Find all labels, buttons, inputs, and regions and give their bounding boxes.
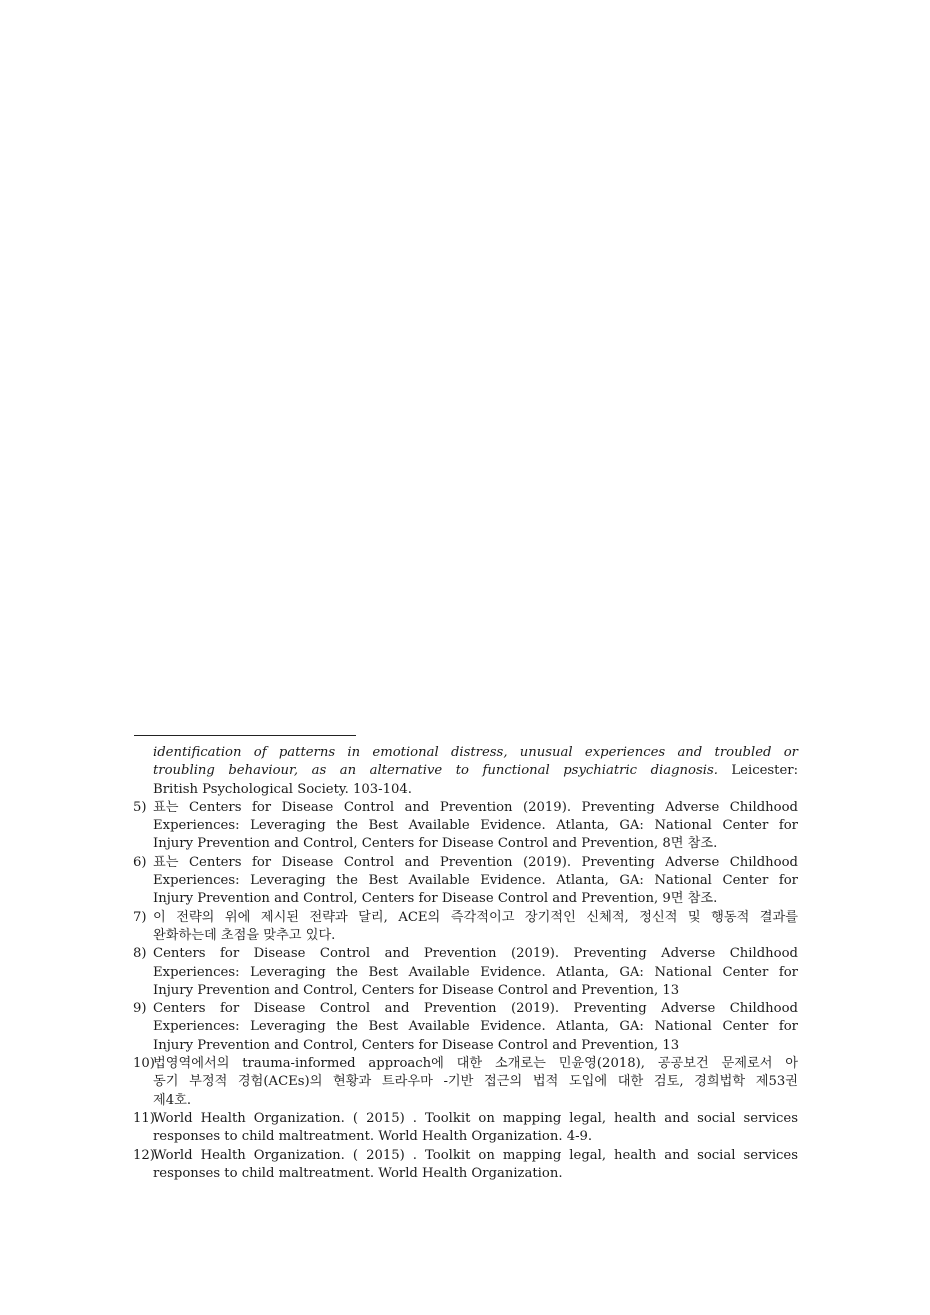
footnote-text: Experiences: Leveraging the Best Available Evidence. Atlanta, GA: National Center for bbox=[153, 1019, 798, 1035]
footnote-line bbox=[153, 781, 798, 799]
footnote-text: 동기 부정적 경험(ACEs)의 현황과 트라우마 -기반 접근의 법적 도입에 대한 검토, 경희법학 제53권 bbox=[153, 1074, 798, 1090]
footnote-item bbox=[133, 1055, 798, 1110]
footnote-text: Injury Prevention and Control, Centers for Disease Control and Prevention, 13 bbox=[153, 982, 680, 998]
footnote-text: 완화하는데 초점을 맞추고 있다. bbox=[153, 927, 336, 943]
footnote-line bbox=[153, 835, 798, 853]
footnote-italic-text: troubling behaviour, as an alternative to functional psychiatric diagnosis. bbox=[153, 763, 718, 779]
footnote-text: Centers for Disease Control and Prevention (2019). Preventing Adverse Childhood bbox=[153, 946, 798, 962]
footnote-line bbox=[153, 1128, 798, 1146]
footnote-line bbox=[153, 1110, 798, 1128]
footnote-line bbox=[153, 1018, 798, 1036]
footnote-text: World Health Organization. ( 2015) . Toolkit on mapping legal, health and social services bbox=[153, 1110, 798, 1126]
footnote-text: Experiences: Leveraging the Best Available Evidence. Atlanta, GA: National Center for bbox=[153, 818, 798, 834]
footnote-item bbox=[133, 909, 798, 946]
footnote-text: Injury Prevention and Control, Centers for Disease Control and Prevention, 13 bbox=[153, 1037, 680, 1053]
footnote-line bbox=[153, 982, 798, 1000]
footnote-line bbox=[153, 872, 798, 890]
footnote-text: Experiences: Leveraging the Best Available Evidence. Atlanta, GA: National Center for bbox=[153, 964, 798, 980]
footnote-line bbox=[153, 964, 798, 982]
footnote-line bbox=[153, 744, 798, 762]
footnote-line bbox=[153, 1000, 798, 1018]
footnote-line bbox=[153, 854, 798, 872]
footnote-number: 10) bbox=[133, 1056, 155, 1072]
footnote-item bbox=[133, 1000, 798, 1055]
footnote-separator bbox=[134, 735, 356, 736]
footnote-number: 6) bbox=[133, 854, 147, 870]
footnote-line bbox=[153, 1092, 798, 1110]
footnote-item bbox=[133, 945, 798, 1000]
footnote-text: 표는 Centers for Disease Control and Prevention (2019). Preventing Adverse Childhood bbox=[153, 854, 798, 870]
footnote-text: Injury Prevention and Control, Centers for Disease Control and Prevention, 8면 참조. bbox=[153, 836, 718, 852]
footnote-line bbox=[153, 817, 798, 835]
footnote-line bbox=[153, 927, 798, 945]
footnote-line bbox=[153, 799, 798, 817]
footnote-number: 12) bbox=[133, 1147, 155, 1163]
footnote-text: responses to child maltreatment. World Health Organization. bbox=[153, 1165, 563, 1181]
footnote-text: 법영역에서의 trauma-informed approach에 대한 소개로는 민윤영(2018), 공공보건 문제로서 아 bbox=[153, 1056, 798, 1072]
footnote-text: 제4호. bbox=[153, 1092, 192, 1108]
footnotes-section bbox=[133, 744, 798, 1183]
footnote-item bbox=[133, 799, 798, 854]
footnote-text: 표는 Centers for Disease Control and Prevention (2019). Preventing Adverse Childhood bbox=[153, 799, 798, 815]
footnote-number: 7) bbox=[133, 909, 147, 925]
footnote-text: Experiences: Leveraging the Best Available Evidence. Atlanta, GA: National Center for bbox=[153, 873, 798, 889]
footnote-line bbox=[153, 945, 798, 963]
footnote-line bbox=[153, 762, 798, 780]
footnote-line bbox=[153, 909, 798, 927]
footnote-text: Leicester: bbox=[717, 763, 799, 779]
footnote-item bbox=[133, 1110, 798, 1147]
footnote-text: Injury Prevention and Control, Centers for Disease Control and Prevention, 9면 참조. bbox=[153, 891, 718, 907]
footnote-italic-text: identification of patterns in emotional distress, unusual experiences and troubled or bbox=[153, 745, 798, 760]
footnote-text: responses to child maltreatment. World Health Organization. 4-9. bbox=[153, 1129, 593, 1145]
footnote-line bbox=[153, 1037, 798, 1055]
footnote-line bbox=[153, 890, 798, 908]
footnote-text: Centers for Disease Control and Prevention (2019). Preventing Adverse Childhood bbox=[153, 1001, 798, 1017]
footnote-text: 이 전략의 위에 제시된 전략과 달리, ACE의 즉각적이고 장기적인 신체적, 정신적 및 행동적 결과를 bbox=[153, 909, 798, 925]
footnote-text: World Health Organization. ( 2015) . Toolkit on mapping legal, health and social services bbox=[153, 1147, 798, 1163]
footnote-line bbox=[153, 1165, 798, 1183]
footnote-number: 9) bbox=[133, 1001, 147, 1017]
footnote-line bbox=[153, 1147, 798, 1165]
footnote-line bbox=[153, 1073, 798, 1091]
footnote-text: British Psychological Society. 103-104. bbox=[153, 781, 412, 797]
footnote-number: 5) bbox=[133, 799, 147, 815]
footnote-item bbox=[133, 1147, 798, 1184]
footnote-item bbox=[133, 744, 798, 799]
footnote-number: 8) bbox=[133, 946, 147, 962]
footnote-line bbox=[153, 1055, 798, 1073]
footnote-number: 11) bbox=[133, 1110, 155, 1126]
footnote-item bbox=[133, 854, 798, 909]
